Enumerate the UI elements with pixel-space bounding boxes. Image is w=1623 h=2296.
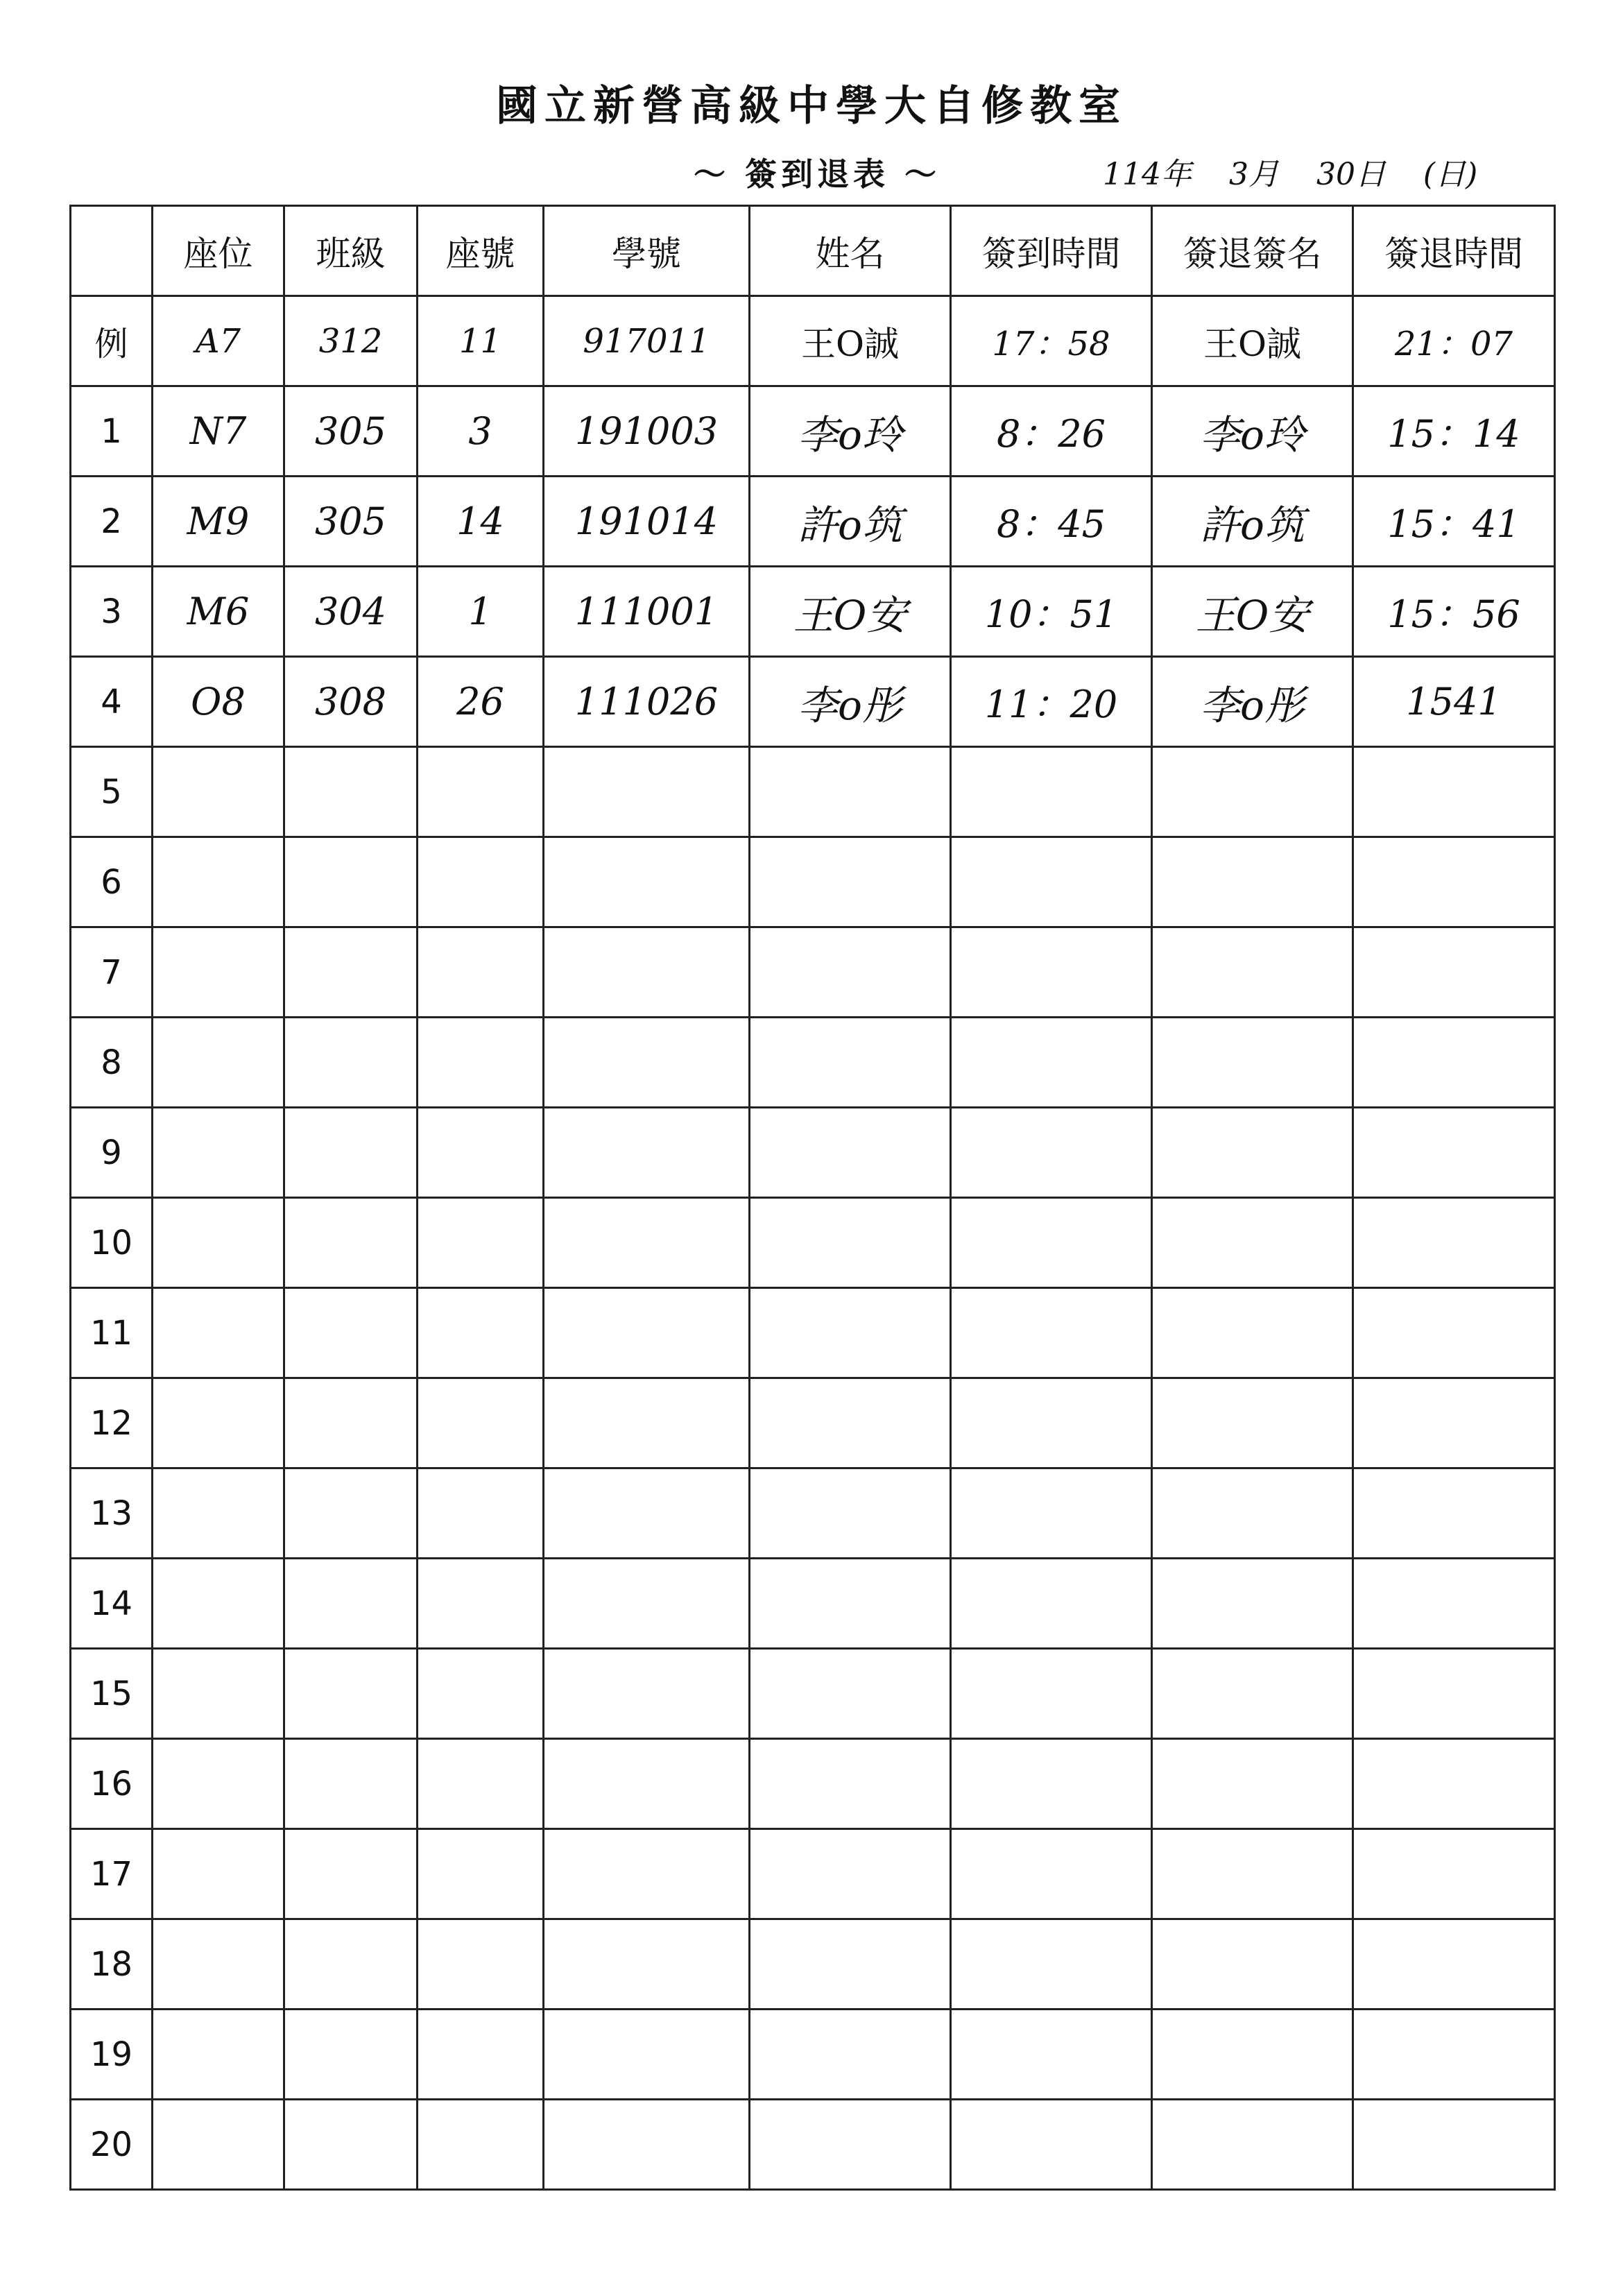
class-cell: 312 bbox=[284, 296, 418, 386]
class-cell bbox=[284, 1378, 418, 1468]
checkout-time-cell bbox=[1353, 1198, 1555, 1288]
seat-cell bbox=[153, 1468, 284, 1559]
signature-cell bbox=[1152, 1288, 1353, 1378]
name-cell: 李o彤 bbox=[750, 657, 951, 747]
row-number: 3 bbox=[71, 567, 153, 657]
col-header-name: 姓名 bbox=[750, 206, 951, 296]
checkin-time-cell: 8：45 bbox=[951, 477, 1152, 567]
checkin-time-cell: 8：26 bbox=[951, 386, 1152, 477]
checkout-time-cell bbox=[1353, 1739, 1555, 1829]
table-row bbox=[71, 1198, 1555, 1288]
class-cell bbox=[284, 927, 418, 1018]
number-cell bbox=[418, 1018, 544, 1108]
checkin-time-cell bbox=[951, 1649, 1152, 1739]
class-cell bbox=[284, 837, 418, 927]
row-number: 14 bbox=[71, 1559, 153, 1649]
name-cell bbox=[750, 747, 951, 837]
table-row bbox=[71, 747, 1555, 837]
number-cell bbox=[418, 1919, 544, 2010]
student-id-cell bbox=[544, 927, 750, 1018]
table-row bbox=[71, 1468, 1555, 1559]
row-number: 7 bbox=[71, 927, 153, 1018]
row-number: 17 bbox=[71, 1829, 153, 1919]
checkout-time-cell bbox=[1353, 1378, 1555, 1468]
student-id-cell bbox=[544, 837, 750, 927]
seat-cell bbox=[153, 1559, 284, 1649]
number-cell bbox=[418, 1378, 544, 1468]
checkout-time-cell bbox=[1353, 1018, 1555, 1108]
header-row bbox=[71, 206, 1555, 296]
row-number: 8 bbox=[71, 1018, 153, 1108]
class-cell: 308 bbox=[284, 657, 418, 747]
name-cell bbox=[750, 1829, 951, 1919]
seat-cell bbox=[153, 2100, 284, 2190]
name-cell bbox=[750, 1018, 951, 1108]
student-id-cell: 191003 bbox=[544, 386, 750, 477]
row-number: 10 bbox=[71, 1198, 153, 1288]
checkout-time-cell: 21：07 bbox=[1353, 296, 1555, 386]
signature-cell bbox=[1152, 1378, 1353, 1468]
class-cell: 305 bbox=[284, 477, 418, 567]
student-id-cell bbox=[544, 1829, 750, 1919]
class-cell bbox=[284, 1739, 418, 1829]
signature-cell: 王O誠 bbox=[1152, 296, 1353, 386]
signature-cell bbox=[1152, 1829, 1353, 1919]
seat-cell bbox=[153, 1649, 284, 1739]
checkout-time-cell bbox=[1353, 2100, 1555, 2190]
checkout-time-cell: 15：14 bbox=[1353, 386, 1555, 477]
seat-cell bbox=[153, 837, 284, 927]
table-row bbox=[71, 1739, 1555, 1829]
checkout-time-cell bbox=[1353, 927, 1555, 1018]
table-row bbox=[71, 1378, 1555, 1468]
example-row bbox=[71, 296, 1555, 386]
number-cell bbox=[418, 1468, 544, 1559]
checkin-time-cell: 11：20 bbox=[951, 657, 1152, 747]
table-row bbox=[71, 657, 1555, 747]
student-id-cell bbox=[544, 2100, 750, 2190]
number-cell: 1 bbox=[418, 567, 544, 657]
class-cell bbox=[284, 2010, 418, 2100]
signature-cell: 許o筑 bbox=[1152, 477, 1353, 567]
checkin-time-cell bbox=[951, 837, 1152, 927]
signature-cell bbox=[1152, 1739, 1353, 1829]
name-cell bbox=[750, 837, 951, 927]
seat-cell bbox=[153, 2010, 284, 2100]
row-number: 2 bbox=[71, 477, 153, 567]
checkin-time-cell bbox=[951, 1198, 1152, 1288]
student-id-cell bbox=[544, 1288, 750, 1378]
checkout-time-cell bbox=[1353, 837, 1555, 927]
checkin-time-cell bbox=[951, 1919, 1152, 2010]
seat-cell bbox=[153, 1018, 284, 1108]
table-row bbox=[71, 1829, 1555, 1919]
row-number: 1 bbox=[71, 386, 153, 477]
checkout-time-cell bbox=[1353, 1649, 1555, 1739]
number-cell bbox=[418, 837, 544, 927]
table-row bbox=[71, 567, 1555, 657]
checkin-time-cell bbox=[951, 747, 1152, 837]
number-cell bbox=[418, 2100, 544, 2190]
checkout-time-cell: 15：56 bbox=[1353, 567, 1555, 657]
signature-cell bbox=[1152, 2100, 1353, 2190]
class-cell bbox=[284, 2100, 418, 2190]
row-number: 12 bbox=[71, 1378, 153, 1468]
name-cell bbox=[750, 1378, 951, 1468]
row-number: 15 bbox=[71, 1649, 153, 1739]
number-cell: 14 bbox=[418, 477, 544, 567]
number-cell bbox=[418, 1108, 544, 1198]
number-cell bbox=[418, 2010, 544, 2100]
signature-cell bbox=[1152, 1018, 1353, 1108]
class-cell bbox=[284, 1108, 418, 1198]
checkin-time-cell: 17：58 bbox=[951, 296, 1152, 386]
table-row bbox=[71, 1108, 1555, 1198]
table-row bbox=[71, 1649, 1555, 1739]
number-cell: 26 bbox=[418, 657, 544, 747]
row-number: 4 bbox=[71, 657, 153, 747]
sign-in-table bbox=[69, 205, 1556, 2191]
signature-cell bbox=[1152, 1108, 1353, 1198]
number-cell bbox=[418, 1288, 544, 1378]
student-id-cell bbox=[544, 1559, 750, 1649]
student-id-cell bbox=[544, 1649, 750, 1739]
signature-cell bbox=[1152, 1198, 1353, 1288]
class-cell bbox=[284, 747, 418, 837]
checkin-time-cell bbox=[951, 1288, 1152, 1378]
checkout-time-cell bbox=[1353, 1559, 1555, 1649]
table-row bbox=[71, 2100, 1555, 2190]
row-number: 5 bbox=[71, 747, 153, 837]
table-row bbox=[71, 837, 1555, 927]
col-header-checkout-time: 簽退時間 bbox=[1353, 206, 1555, 296]
col-header-number: 座號 bbox=[418, 206, 544, 296]
class-cell bbox=[284, 1468, 418, 1559]
student-id-cell bbox=[544, 1198, 750, 1288]
table-row bbox=[71, 477, 1555, 567]
col-header-student-id: 學號 bbox=[544, 206, 750, 296]
name-cell bbox=[750, 1739, 951, 1829]
class-cell: 304 bbox=[284, 567, 418, 657]
number-cell: 11 bbox=[418, 296, 544, 386]
seat-cell: A7 bbox=[153, 296, 284, 386]
seat-cell bbox=[153, 1108, 284, 1198]
name-cell bbox=[750, 1198, 951, 1288]
student-id-cell bbox=[544, 1919, 750, 2010]
checkout-time-cell bbox=[1353, 747, 1555, 837]
checkout-time-cell bbox=[1353, 1108, 1555, 1198]
name-cell: 李o玲 bbox=[750, 386, 951, 477]
checkin-time-cell bbox=[951, 2100, 1152, 2190]
col-header-seat: 座位 bbox=[153, 206, 284, 296]
row-number: 6 bbox=[71, 837, 153, 927]
col-header-checkin-time: 簽到時間 bbox=[951, 206, 1152, 296]
class-cell bbox=[284, 1649, 418, 1739]
student-id-cell bbox=[544, 1739, 750, 1829]
class-cell bbox=[284, 1829, 418, 1919]
row-number: 19 bbox=[71, 2010, 153, 2100]
row-number: 18 bbox=[71, 1919, 153, 2010]
seat-cell bbox=[153, 1739, 284, 1829]
student-id-cell: 111001 bbox=[544, 567, 750, 657]
name-cell bbox=[750, 2010, 951, 2100]
number-cell bbox=[418, 927, 544, 1018]
checkin-time-cell bbox=[951, 1739, 1152, 1829]
name-cell bbox=[750, 2100, 951, 2190]
name-cell bbox=[750, 927, 951, 1018]
row-number: 9 bbox=[71, 1108, 153, 1198]
name-cell bbox=[750, 1919, 951, 2010]
number-cell bbox=[418, 1739, 544, 1829]
checkin-time-cell bbox=[951, 1829, 1152, 1919]
name-cell bbox=[750, 1468, 951, 1559]
student-id-cell: 191014 bbox=[544, 477, 750, 567]
name-cell: 許o筑 bbox=[750, 477, 951, 567]
row-number: 13 bbox=[71, 1468, 153, 1559]
seat-cell bbox=[153, 1198, 284, 1288]
number-cell bbox=[418, 1559, 544, 1649]
checkout-time-cell bbox=[1353, 1919, 1555, 2010]
signature-cell bbox=[1152, 2010, 1353, 2100]
student-id-cell bbox=[544, 2010, 750, 2100]
name-cell: 王O誠 bbox=[750, 296, 951, 386]
signature-cell bbox=[1152, 1468, 1353, 1559]
signature-cell: 王O安 bbox=[1152, 567, 1353, 657]
table-row bbox=[71, 1559, 1555, 1649]
signature-cell bbox=[1152, 927, 1353, 1018]
table-row bbox=[71, 1018, 1555, 1108]
checkin-time-cell bbox=[951, 2010, 1152, 2100]
table-row bbox=[71, 927, 1555, 1018]
seat-cell bbox=[153, 1829, 284, 1919]
row-number: 20 bbox=[71, 2100, 153, 2190]
page-title: 國立新營高級中學大自修教室 bbox=[496, 82, 1127, 130]
signature-cell bbox=[1152, 1559, 1353, 1649]
checkin-time-cell bbox=[951, 1378, 1152, 1468]
student-id-cell bbox=[544, 1108, 750, 1198]
student-id-cell bbox=[544, 1378, 750, 1468]
form-subtitle: ～ 簽到退表 ～ bbox=[694, 155, 941, 193]
number-cell: 3 bbox=[418, 386, 544, 477]
name-cell: 王O安 bbox=[750, 567, 951, 657]
col-header-class: 班級 bbox=[284, 206, 418, 296]
checkin-time-cell bbox=[951, 1018, 1152, 1108]
checkout-time-cell bbox=[1353, 1468, 1555, 1559]
table-row bbox=[71, 386, 1555, 477]
table-row bbox=[71, 1919, 1555, 2010]
table-row bbox=[71, 2010, 1555, 2100]
col-header-checkout-signature: 簽退簽名 bbox=[1152, 206, 1353, 296]
name-cell bbox=[750, 1649, 951, 1739]
signature-cell bbox=[1152, 747, 1353, 837]
seat-cell: M9 bbox=[153, 477, 284, 567]
signature-cell: 李o彤 bbox=[1152, 657, 1353, 747]
seat-cell bbox=[153, 927, 284, 1018]
seat-cell bbox=[153, 747, 284, 837]
number-cell bbox=[418, 1649, 544, 1739]
checkout-time-cell bbox=[1353, 2010, 1555, 2100]
student-id-cell bbox=[544, 1018, 750, 1108]
class-cell bbox=[284, 1018, 418, 1108]
seat-cell bbox=[153, 1378, 284, 1468]
seat-cell: N7 bbox=[153, 386, 284, 477]
signature-cell bbox=[1152, 1919, 1353, 2010]
name-cell bbox=[750, 1108, 951, 1198]
signature-cell bbox=[1152, 1649, 1353, 1739]
checkout-time-cell bbox=[1353, 1288, 1555, 1378]
signature-cell bbox=[1152, 837, 1353, 927]
form-date: 114年 3月 30日 (日) bbox=[1103, 157, 1478, 192]
student-id-cell bbox=[544, 1468, 750, 1559]
number-cell bbox=[418, 747, 544, 837]
checkin-time-cell bbox=[951, 1559, 1152, 1649]
name-cell bbox=[750, 1288, 951, 1378]
checkout-time-cell: 1541 bbox=[1353, 657, 1555, 747]
signature-cell: 李o玲 bbox=[1152, 386, 1353, 477]
row-number: 例 bbox=[71, 296, 153, 386]
number-cell bbox=[418, 1198, 544, 1288]
student-id-cell: 917011 bbox=[544, 296, 750, 386]
seat-cell bbox=[153, 1919, 284, 2010]
class-cell bbox=[284, 1559, 418, 1649]
class-cell bbox=[284, 1198, 418, 1288]
seat-cell: O8 bbox=[153, 657, 284, 747]
row-number: 16 bbox=[71, 1739, 153, 1829]
seat-cell bbox=[153, 1288, 284, 1378]
checkout-time-cell bbox=[1353, 1829, 1555, 1919]
class-cell bbox=[284, 1288, 418, 1378]
class-cell: 305 bbox=[284, 386, 418, 477]
class-cell bbox=[284, 1919, 418, 2010]
student-id-cell bbox=[544, 747, 750, 837]
table-row bbox=[71, 1288, 1555, 1378]
number-cell bbox=[418, 1829, 544, 1919]
seat-cell: M6 bbox=[153, 567, 284, 657]
checkout-time-cell: 15：41 bbox=[1353, 477, 1555, 567]
checkin-time-cell bbox=[951, 1468, 1152, 1559]
checkin-time-cell: 10：51 bbox=[951, 567, 1152, 657]
row-number: 11 bbox=[71, 1288, 153, 1378]
checkin-time-cell bbox=[951, 927, 1152, 1018]
student-id-cell: 111026 bbox=[544, 657, 750, 747]
col-header-index bbox=[71, 206, 153, 296]
name-cell bbox=[750, 1559, 951, 1649]
checkin-time-cell bbox=[951, 1108, 1152, 1198]
